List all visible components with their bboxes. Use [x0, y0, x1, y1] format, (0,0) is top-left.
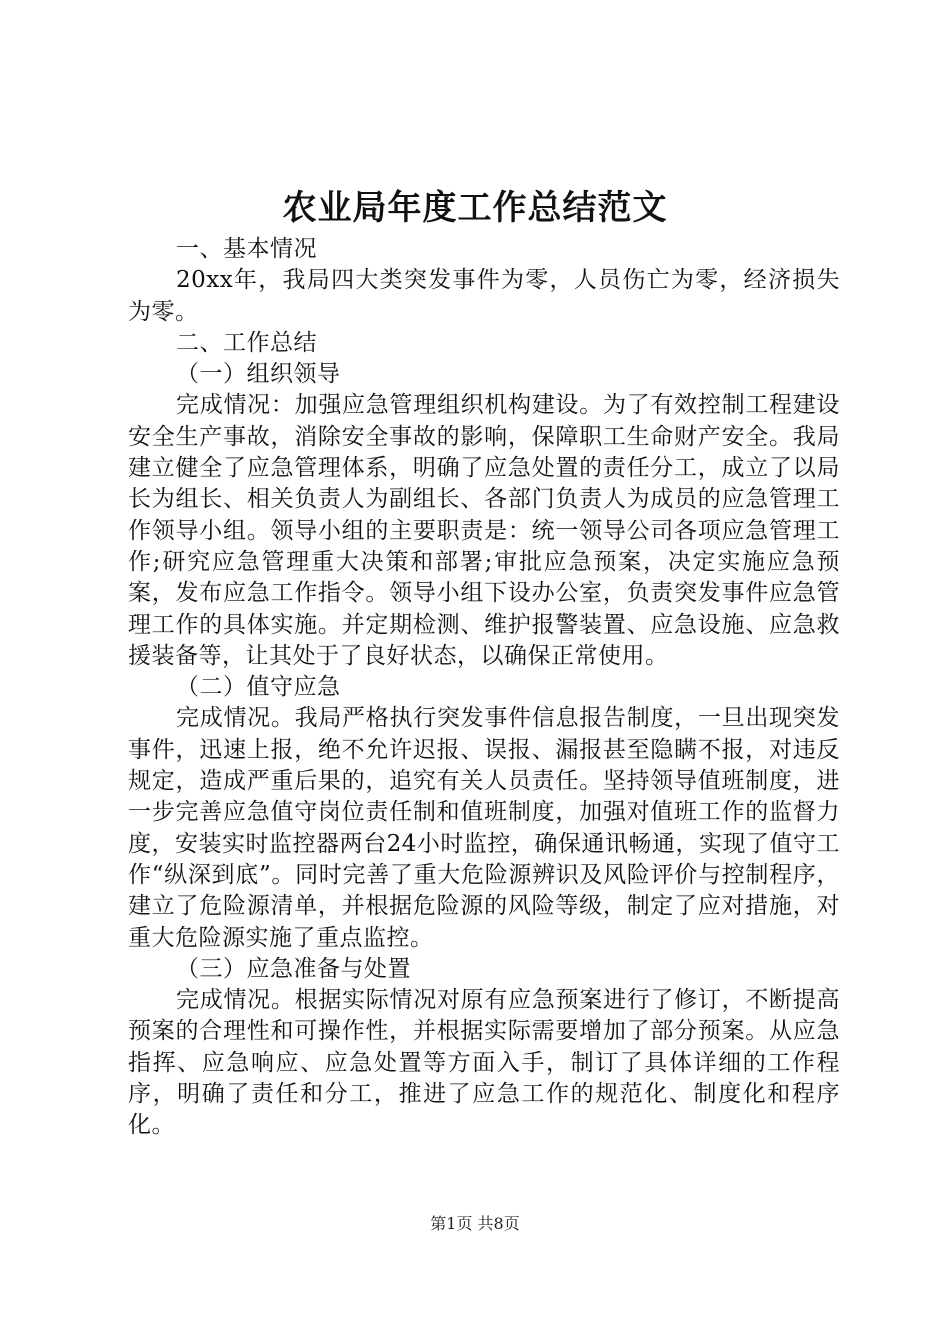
page-number-footer: 第1页 共8页 [430, 1214, 520, 1233]
section-heading-basic: 一、基本情况 [176, 236, 317, 262]
subsection-heading-leadership: （一）组织领导 [176, 361, 341, 388]
paragraph-duty: 完成情况。我局严格执行突发事件信息报告制度，一旦出现突发事件，迅速上报，绝不允许迟报、误报、漏报甚至隐瞒不报，对违反规定，造成严重后果的，追究有关人员责任。坚持领导值班制度，进一步完善应急值守岗位责任制和值班制度，加强对值班工作的监督力度，安装实时监控器两台24小时监控，确保通讯畅通，实现了值守工作“纵深到底”。同时完善了重大危险源辨识及风险评价与控制程序，建立了危险源清单，并根据危险源的风险等级，制定了应对措施，对重大危险源实施了重点监控。 [128, 705, 840, 951]
paragraph-basic-situation: 20xx年，我局四大类突发事件为零，人员伤亡为零，经济损失为零。 [128, 267, 840, 325]
paragraph-preparation: 完成情况。根据实际情况对原有应急预案进行了修订，不断提高预案的合理性和可操作性，并根据实际需要增加了部分预案。从应急指挥、应急响应、应急处置等方面入手，制订了具体详细的工作程序，明确了责任和分工，推进了应急工作的规范化、制度化和程序化。 [128, 987, 840, 1139]
document-title: 农业局年度工作总结范文 [282, 188, 668, 228]
section-heading-summary: 二、工作总结 [176, 329, 317, 356]
document-body [128, 234, 840, 1142]
subsection-heading-preparation: （三）应急准备与处置 [176, 955, 411, 982]
paragraph-leadership: 完成情况：加强应急管理组织机构建设。为了有效控制工程建设安全生产事故，消除安全事故的影响，保障职工生命财产安全。我局建立健全了应急管理体系，明确了应急处置的责任分工，成立了以局长为组长、相关负责人为副组长、各部门负责人为成员的应急管理工作领导小组。领导小组的主要职责是：统一领导公司各项应急管理工作;研究应急管理重大决策和部署;审批应急预案，决定实施应急预案，发布应急工作指令。领导小组下设办公室，负责突发事件应急管理工作的具体实施。并定期检测、维护报警装置、应急设施、应急救援装备等，让其处于了良好状态，以确保正常使用。 [128, 392, 840, 669]
subsection-heading-duty: （二）值守应急 [176, 674, 341, 701]
